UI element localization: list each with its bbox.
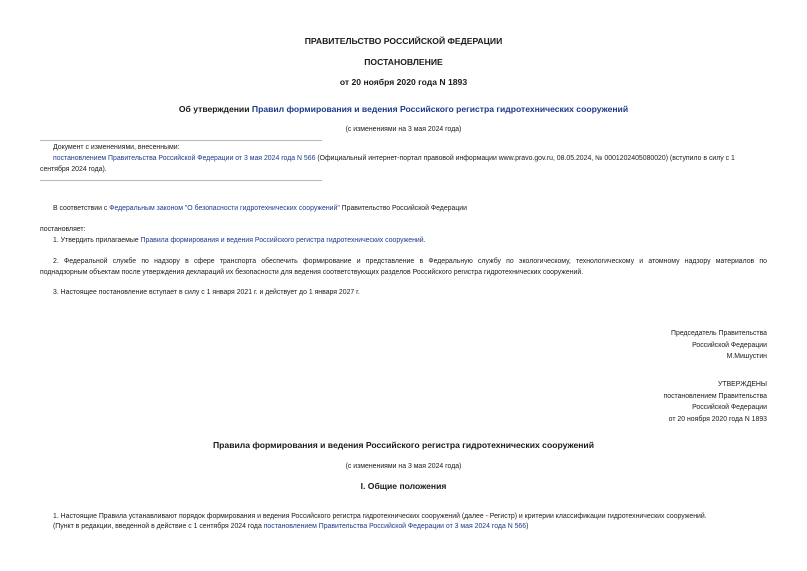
signature-line-1: Председатель Правительства	[671, 330, 767, 337]
section-1-heading: I. Общие положения	[360, 481, 447, 491]
signature-line-2: Российской Федерации	[692, 341, 767, 349]
p1-note-decree-link[interactable]: постановлением Правительства Российской Федерации от 3 мая 2024 года N 566	[263, 523, 527, 530]
decree-item-3: 3. Настоящее постановление вступает в силу с 1 января 2021 г. и действует до 1 января 2027 г.	[53, 289, 360, 296]
approved-line-2: постановлением Правительства	[663, 392, 767, 400]
date-number-heading: от 20 ноября 2020 года N 1893	[339, 77, 468, 87]
rules-paragraph-1-note	[53, 521, 528, 532]
changes-line-1	[53, 153, 735, 164]
decree-item-1	[53, 235, 426, 246]
title-rules-link[interactable]: Правил формирования и ведения Российского регистра гидротехнических сооружений	[251, 104, 629, 114]
item1-suffix: .	[423, 237, 426, 244]
title-prefix: Об утверждении	[178, 104, 252, 114]
decree-item-2-line-2: поднадзорным объектам после утверждения деклараций их безопасности для ведения соответствующих разделов Российского регистра гидротехнических сооружений.	[40, 269, 584, 276]
resolves-text: постановляет:	[40, 226, 86, 233]
changes-rest-1: (Официальный интернет-портал правовой информации www.pravo.gov.ru, 08.05.2024, № 0001202405080020) (вступило в силу с 1	[315, 155, 735, 162]
rules-title: Правила формирования и ведения Российского регистра гидротехнических сооружений	[212, 440, 594, 450]
rules-amendments: (с изменениями на 3 мая 2024 года)	[345, 463, 462, 470]
changes-bottom-divider	[40, 180, 322, 181]
item1-prefix: 1. Утвердить прилагаемые	[53, 237, 141, 244]
changes-top-divider	[40, 140, 322, 141]
preamble-prefix: В соответствии с	[53, 205, 110, 212]
p1-note-suffix: )	[526, 523, 529, 530]
federal-law-link[interactable]: Федеральным законом "О безопасности гидротехнических сооружений"	[109, 205, 340, 212]
changes-label: Документ с изменениями, внесенными:	[53, 144, 180, 151]
preamble-suffix: Правительство Российской Федерации	[339, 205, 467, 212]
preamble	[53, 203, 467, 214]
approved-line-1: УТВЕРЖДЕНЫ	[718, 381, 767, 388]
document-title	[0, 104, 807, 114]
government-heading: ПРАВИТЕЛЬСТВО РОССИЙСКОЙ ФЕДЕРАЦИИ	[304, 36, 503, 46]
doc-type-heading: ПОСТАНОВЛЕНИЕ	[364, 57, 443, 67]
changes-decree-link[interactable]: постановлением Правительства Российской Федерации от 3 мая 2024 года N 566	[53, 155, 316, 162]
signature-line-3: М.Мишустин	[726, 353, 767, 360]
p1-note-prefix: (Пункт в редакции, введенной в действие с 1 сентября 2024 года	[53, 523, 264, 530]
approved-line-4: от 20 ноября 2020 года N 1893	[668, 415, 767, 423]
decree-item-2-line-1: 2. Федеральной службе по надзору в сфере транспорта обеспечить формирование и представление в Федеральную службу по экологическому, технологическому и атомному надзору материалов по	[53, 258, 767, 265]
signature-block	[671, 328, 767, 363]
item1-rules-link[interactable]: Правила формирования и ведения Российского регистра гидротехнических сооружений	[140, 237, 424, 244]
rules-paragraph-1: 1. Настоящие Правила устанавливают порядок формирования и ведения Российского регистра гидротехнических сооружений (далее - Регистр) и критерии классификации гидротехнических сооружений.	[53, 513, 707, 520]
changes-rest-2: сентября 2024 года).	[40, 166, 107, 173]
title-amendments: (с изменениями на 3 мая 2024 года)	[345, 126, 462, 133]
approved-block	[664, 379, 768, 425]
approved-line-3: Российской Федерации	[692, 404, 767, 411]
